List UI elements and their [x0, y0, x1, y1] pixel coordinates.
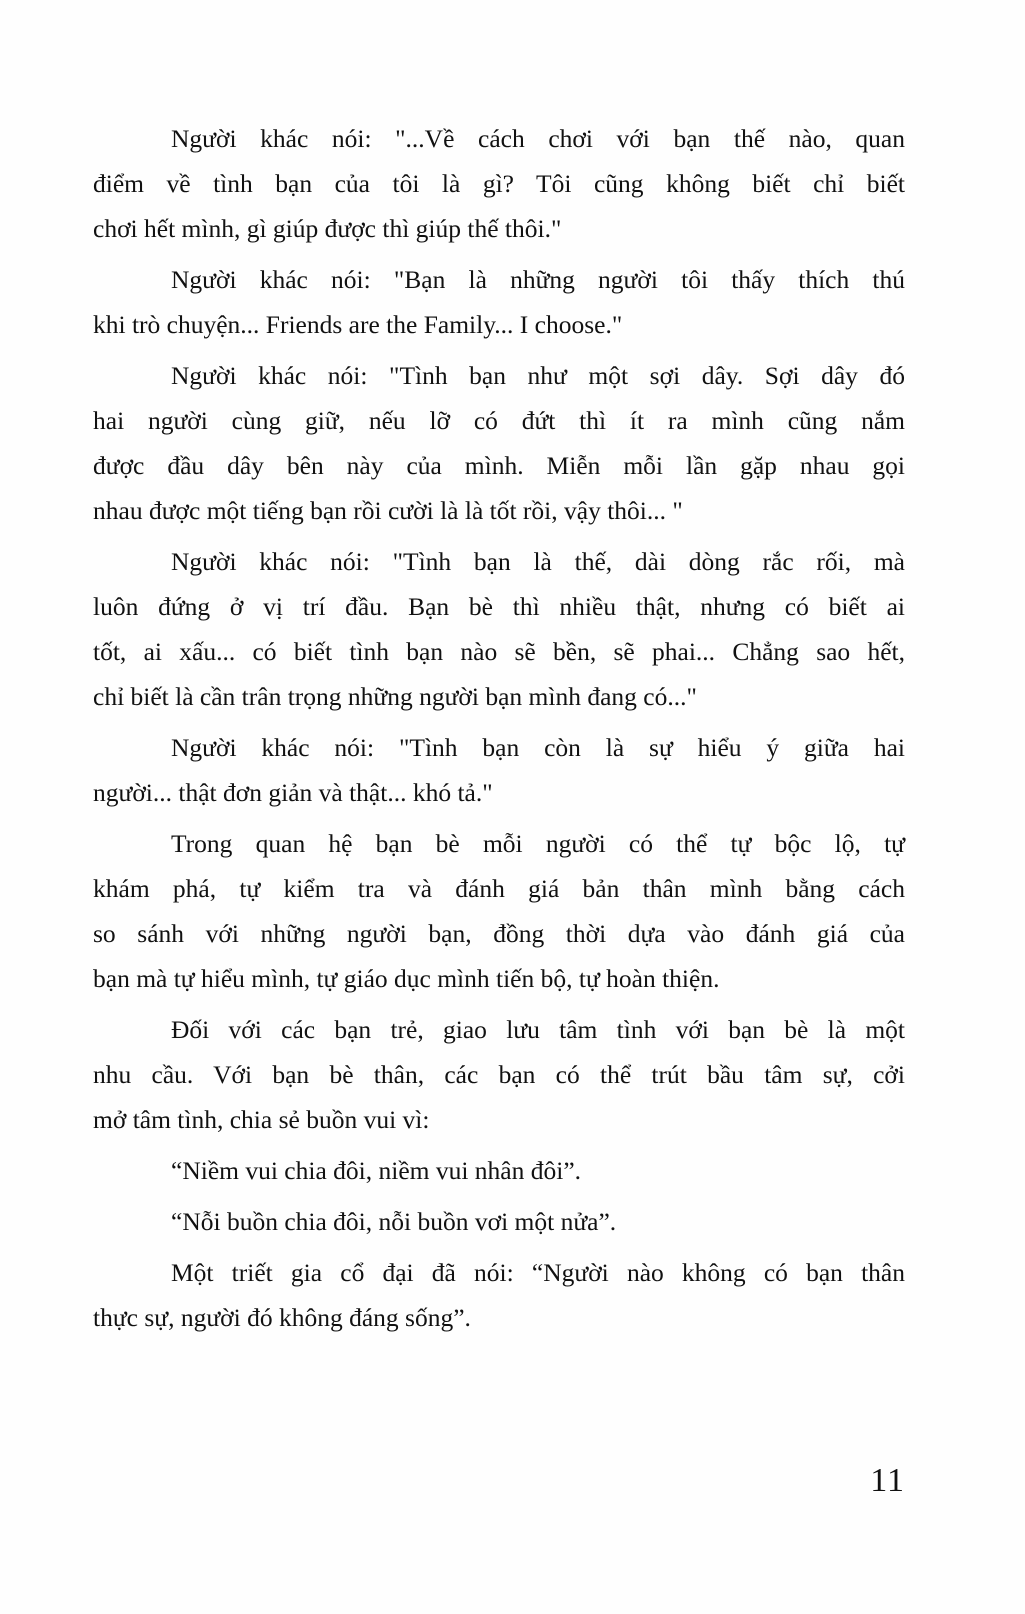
text-line: hai người cùng giữ, nếu lỡ có đứt thì ít ra mình cũng nắm	[93, 406, 905, 435]
text-line: bạn mà tự hiểu mình, tự giáo dục mình tiến bộ, tự hoàn thiện.	[93, 964, 720, 993]
text-line: khám phá, tự kiểm tra và đánh giá bản thân mình bằng cách	[93, 874, 905, 903]
paragraph	[93, 257, 905, 347]
paragraph	[93, 353, 905, 533]
paragraph	[93, 821, 905, 1001]
text-line: Người khác nói: "...Về cách chơi với bạn thế nào, quan	[171, 124, 905, 153]
text-line: nhau được một tiếng bạn rồi cười là là tốt rồi, vậy thôi... "	[93, 496, 683, 525]
paragraph	[93, 1250, 905, 1340]
text-line: Đối với các bạn trẻ, giao lưu tâm tình với bạn bè là một	[171, 1015, 905, 1044]
text-line: khi trò chuyện... Friends are the Family... I choose."	[93, 310, 623, 339]
page-number: 11	[870, 1462, 905, 1499]
text-line: được đầu dây bên này của mình. Miễn mỗi lần gặp nhau gọi	[93, 451, 905, 480]
text-line: Một triết gia cổ đại đã nói: “Người nào không có bạn thân	[171, 1258, 905, 1287]
paragraph	[93, 1148, 905, 1193]
paragraph	[93, 1199, 905, 1244]
paragraph	[93, 725, 905, 815]
text-line: tốt, ai xấu... có biết tình bạn nào sẽ bền, sẽ phai... Chẳng sao hết,	[93, 637, 905, 666]
text-line: chơi hết mình, gì giúp được thì giúp thế thôi."	[93, 214, 562, 243]
text-line: Người khác nói: "Tình bạn còn là sự hiểu ý giữa hai	[171, 733, 905, 762]
text-line: chỉ biết là cần trân trọng những người bạn mình đang có..."	[93, 682, 697, 711]
text-line: Người khác nói: "Bạn là những người tôi thấy thích thú	[171, 265, 905, 294]
text-line: Trong quan hệ bạn bè mỗi người có thể tự bộc lộ, tự	[171, 829, 905, 858]
paragraph	[93, 539, 905, 719]
paragraph	[93, 116, 905, 251]
text-line: so sánh với những người bạn, đồng thời dựa vào đánh giá của	[93, 919, 905, 948]
text-line: điểm về tình bạn của tôi là gì? Tôi cũng không biết chỉ biết	[93, 169, 905, 198]
text-line: nhu cầu. Với bạn bè thân, các bạn có thể trút bầu tâm sự, cởi	[93, 1060, 905, 1089]
text-line: Người khác nói: "Tình bạn như một sợi dây. Sợi dây đó	[171, 361, 905, 390]
text-line: Người khác nói: "Tình bạn là thế, dài dòng rắc rối, mà	[171, 547, 905, 576]
text-line: luôn đứng ở vị trí đầu. Bạn bè thì nhiều thật, nhưng có biết ai	[93, 592, 905, 621]
text-line: “Nỗi buồn chia đôi, nỗi buồn vơi một nửa”.	[171, 1207, 617, 1236]
text-line: “Niềm vui chia đôi, niềm vui nhân đôi”.	[171, 1156, 582, 1185]
text-line: người... thật đơn giản và thật... khó tả."	[93, 778, 493, 807]
paragraph	[93, 1007, 905, 1142]
text-line: thực sự, người đó không đáng sống”.	[93, 1303, 471, 1332]
text-line: mở tâm tình, chia sẻ buồn vui vì:	[93, 1105, 430, 1134]
text-block	[93, 116, 905, 1346]
